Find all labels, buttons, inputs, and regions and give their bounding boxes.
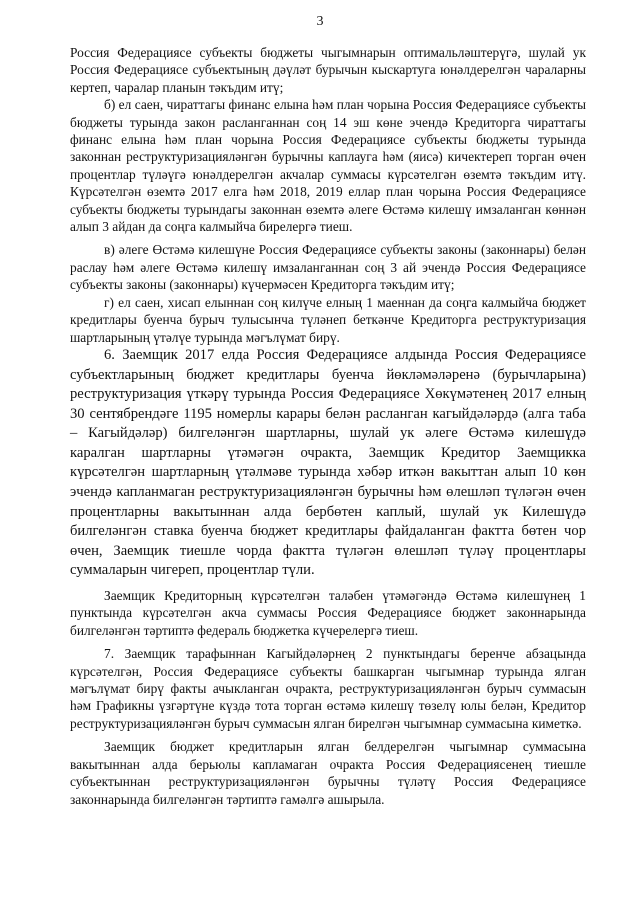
paragraph-continuation: Россия Федерациясе субъекты бюджеты чыгымнарын оптимальләштерүгә, шулай ук Россия Федерациясе субъектының дәүләт бурычын кыскартуга юнәлдерелгән чараларны кертеп, чаралар планын тәкъдим итү; <box>70 45 586 95</box>
paragraph-v: в) әлеге Өстәмә килешүне Россия Федерациясе субъекты законы (законнары) белән раслау һәм әлеге Өстәмә килешү имзаланганнан соң 3 ай эчендә Россия Федерациясе субъекты законы (законнары) күчермәсен Кредиторга тәкъдим итү; <box>70 242 586 293</box>
paragraph-7: 7. Заемщик тарафыннан Кагыйдәләрнең 2 пунктындагы беренче абзацында күрсәтелгән, Россия Федерациясе субъекты башкарган чыгымнар турында ялган мәгълүмат бирү факты ачыкланган очракта, реструктуризацияләнгән бурыч суммасын һәм Графикны үзгәртүне күздә тота торган өстәмә килешү төзелү юлы белән, Кредитор реструктуризацияләнгән бурыч суммасын ялган бирелгән чыгымнар суммасына киметкә. <box>70 646 586 731</box>
paragraph-7-cont: Заемщик бюджет кредитларын ялган белдерелгән чыгымнар суммасына вакытыннан алда берьюлы капламаган очракта Россия Федерациясенең тиешле субъектыннан реструктуризацияләнгән бурычны түләтү Россия Федерациясе законнарында билгеләнгән тәртиптә гамәлгә ашырыла. <box>70 739 586 807</box>
page-number: 3 <box>316 14 324 29</box>
paragraph-g: г) ел саен, хисап елыннан соң килүче елның 1 маеннан да соңга калмыйча бюджет кредитлары буенча бурыч тулысынча түләнеп беткәнче Кредиторга реструктуризация шартларының үтәлүе турында мәгълүмат бирү. <box>70 294 586 345</box>
document-body <box>70 44 586 808</box>
paragraph-6: 6. Заемщик 2017 елда Россия Федерациясе алдында Россия Федерациясе субъектларының бюджет кредитлары буенча йөкләмәләренә (бурычларына) реструктуризация үткәрү турында Россия Федерациясе Хөкүмәтенең 2017 елның 30 сентябрендәге 1195 номерлы карары белән расланган кагыйдәләрдә (алга таба – Кагыйдәләр) билгеләнгән шартларны, шулай ук әлеге Өстәмә килешүдә каралган шартларны үтәмәгән очракта, Заемщик Кредитор Заемщикка күрсәтелгән шартларның үтәлмәве турында хәбәр иткән вакыттан алып 10 көн эчендә капланмаган реструктуризацияләнгән бурычны һәм өлешләп түләгән өчен процентларны вакытыннан алда бербөтен каплый, шулай ук Килешүдә билгеләнгән ставка буенча бюджет кредитлары файдаланган фактта бөтен чор өчен, Заемщик тиешле чорда фактта түләгән өлешләп түләү процентлары суммаларын чигереп, процентлар түли. <box>70 346 586 579</box>
paragraph-b: б) ел саен, чираттагы финанс елына һәм план чорына Россия Федерациясе субъекты бюджеты турында закон расланганнан соң 14 эш көне эчендә Кредиторга чираттагы финанс елына һәм план чорына Россия Федерациясе субъекты бюджеты турында законнан реструктуризацияләнгән бурычны каплауга һәм (яисә) кичектереп торган өчен процентлар түләүгә юнәлдерелгән акчалар суммасы күрсәтелгән өземтә тәкъдим итү. Күрсәтелгән өземтә 2017 елга һәм 2018, 2019 еллар план чорына Россия Федерациясе субъекты бюджеты турындагы законнан өземтә әлеге Өстәмә килешү имзаланган көннән алып 3 айдан да соңга калмыйча бирелергә тиеш. <box>70 97 586 235</box>
paragraph-6-cont: Заемщик Кредиторның күрсәтелгән таләбен үтәмәгәндә Өстәмә килешүнең 1 пунктында күрсәтелгән акча суммасы Россия Федерациясе бюджет законнарында билгеләнгән тәртиптә федераль бюджетка күчерелергә тиеш. <box>70 588 586 638</box>
